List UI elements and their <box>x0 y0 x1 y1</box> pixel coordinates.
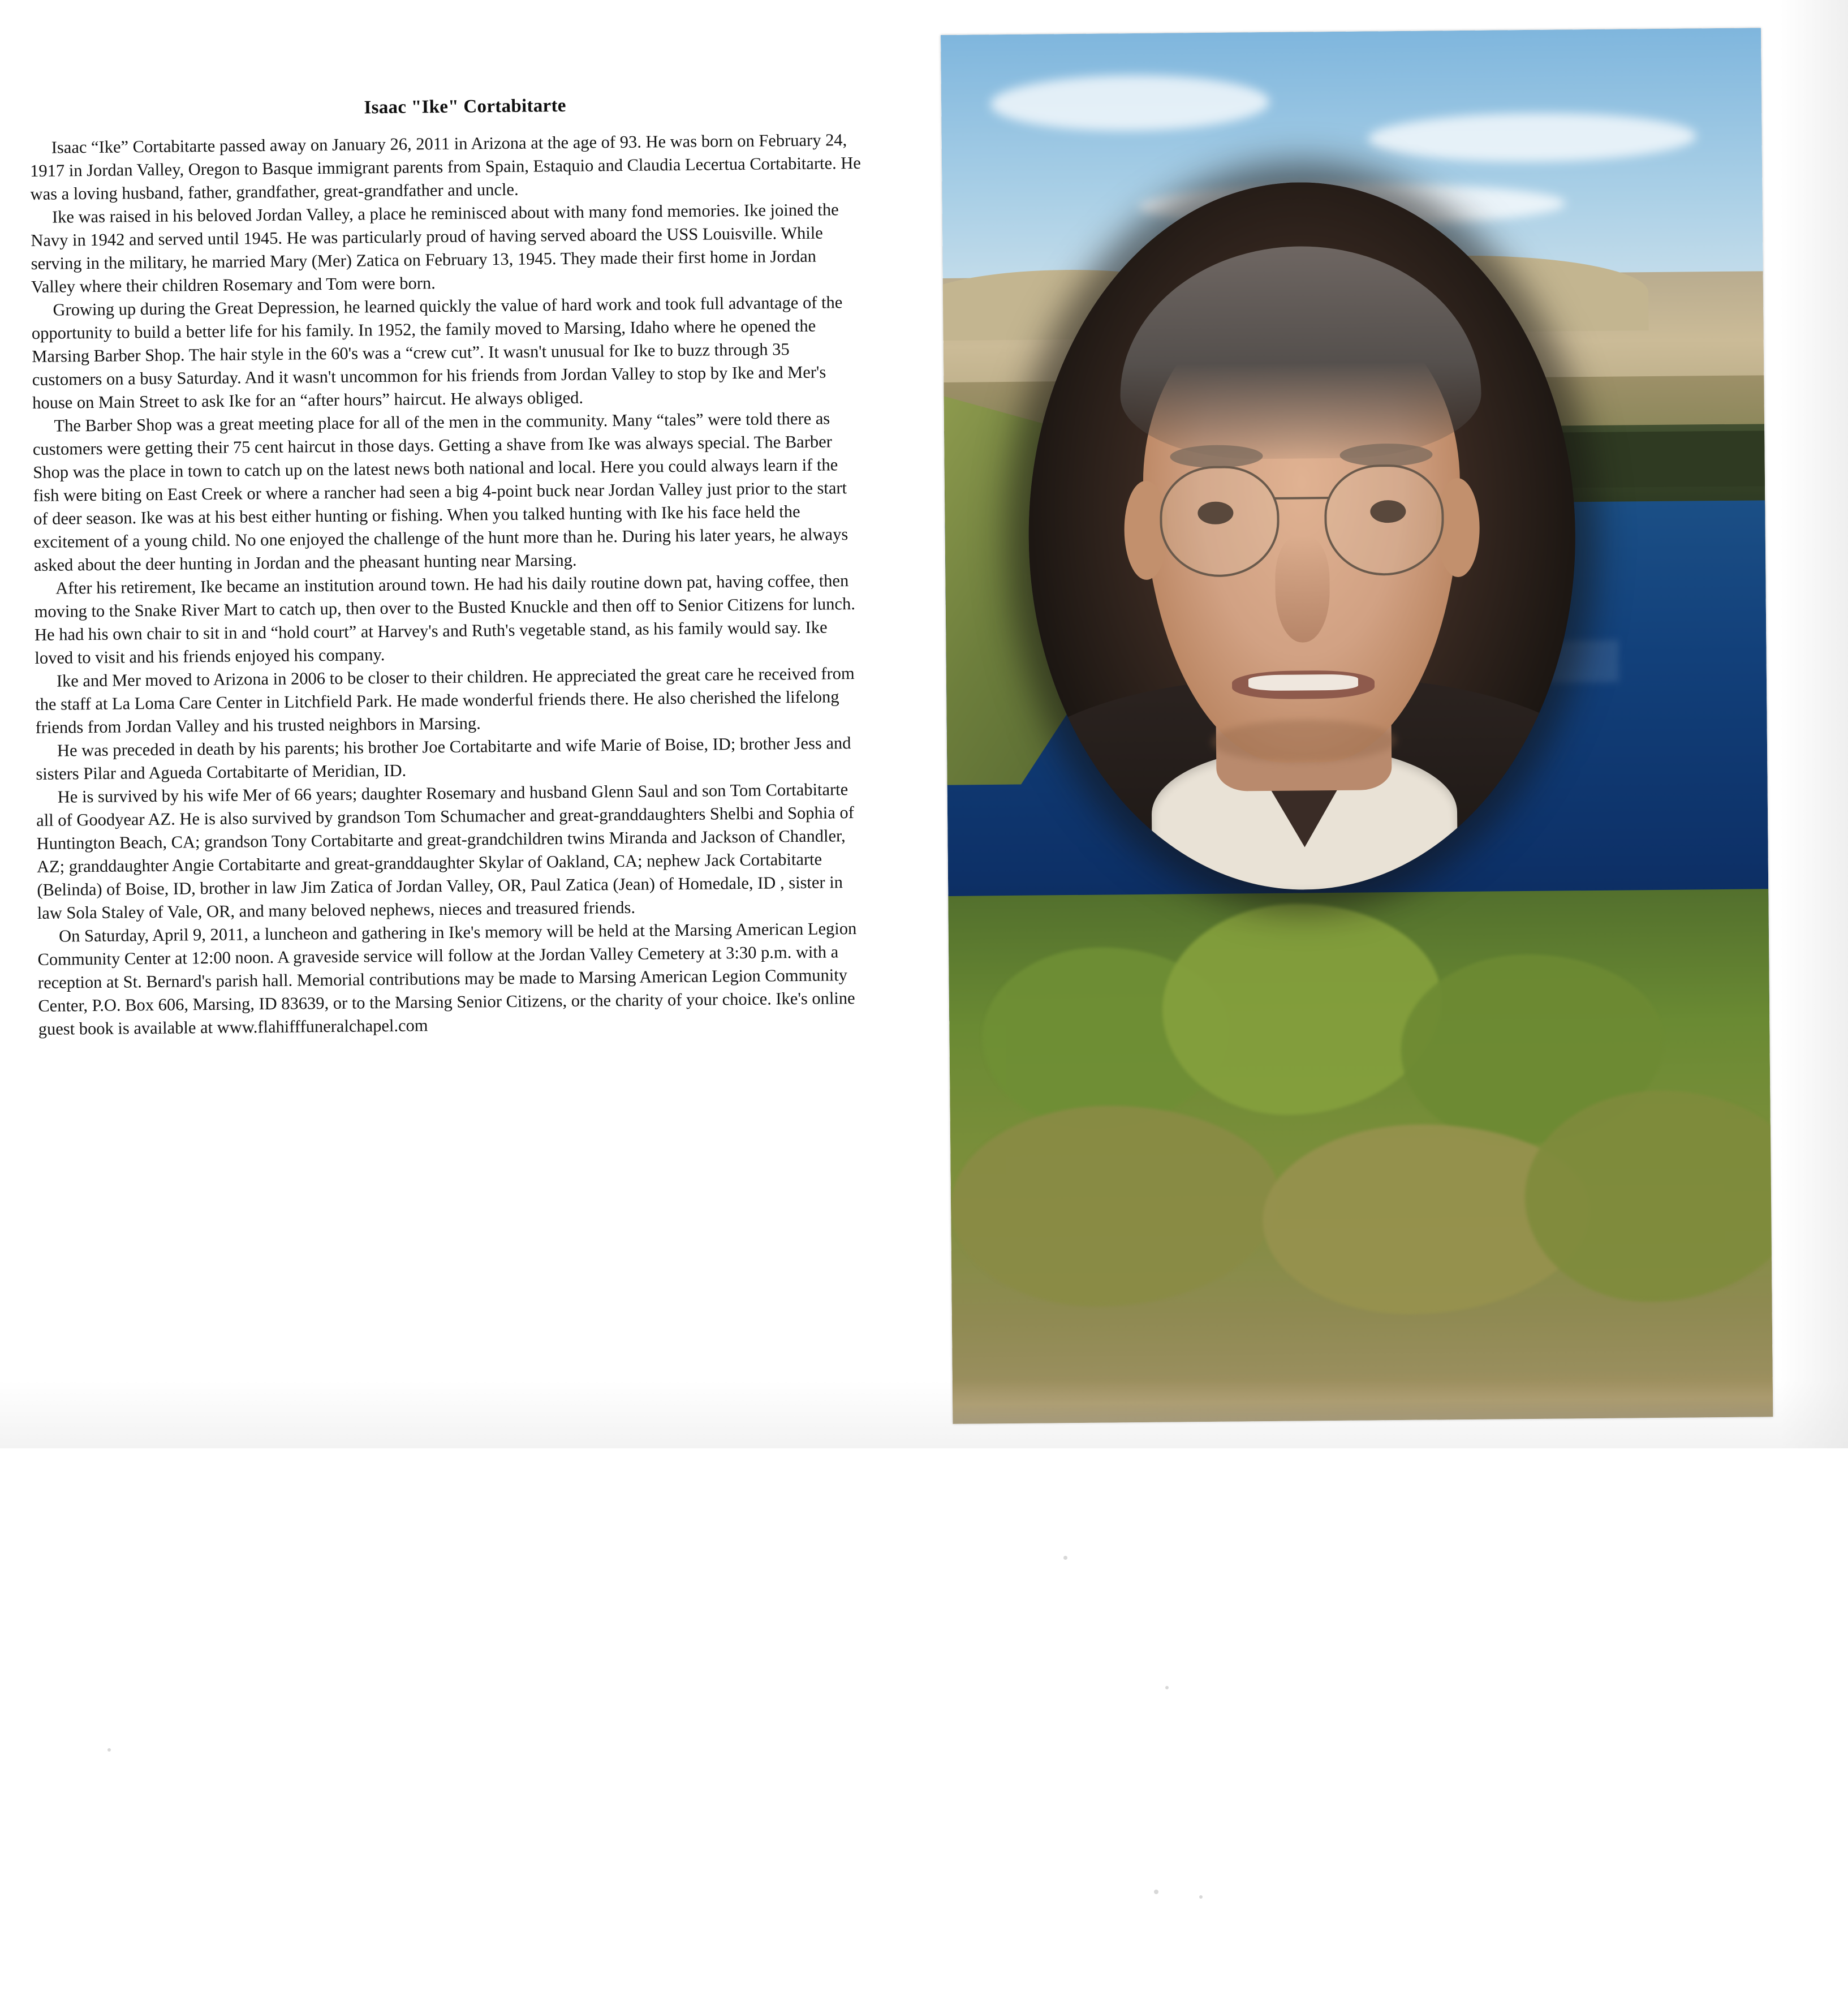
obituary-paragraph: On Saturday, April 9, 2011, a luncheon and gathering in Ike's memory will be held at the Marsing American Legion Community Center at 12:00 noon. A graveside service will follow at the Jordan Valley Cemetery at 3:30 p.m. with a reception at St. Bernard's parish hall. Memorial contributions may be made to Marsing American Legion Community Center, P.O. Box 606, Marsing, ID 83639, or to the Marsing Senior Citizens, or the charity of your choice. Ike's online guest book is available at www.flahifffuneralchapel.com <box>37 919 857 1039</box>
portrait-nose <box>1274 536 1330 642</box>
scan-edge-shadow <box>1780 0 1848 1448</box>
portrait-inset <box>1026 180 1578 892</box>
dry-ground <box>953 1369 1773 1424</box>
memorial-photograph <box>941 28 1773 1424</box>
obituary-article <box>29 93 870 1041</box>
obituary-paragraph: After his retirement, Ike became an institution around town. He had his daily routine down pat, having coffee, then moving to the Snake River Mart to catch up, then over to the Busted Knuckle and then off to Senior Citizens for lunch. He had his own chair to sit in and “hold court” at Harvey's and Ruth's vegetable stand, as his family would say. Ike loved to visit and his friends enjoyed his company. <box>34 571 856 668</box>
obituary-paragraph: Ike and Mer moved to Arizona in 2006 to be closer to their children. He appreciated the great care he received from the staff at La Loma Care Center in Litchfield Park. He made wonderful friends there. He also cherished the lifelong friends from Jordan Valley and his trusted neighbors in Marsing. <box>35 664 855 737</box>
scan-speck <box>1154 1890 1158 1894</box>
scan-speck <box>1199 1895 1203 1899</box>
obituary-paragraph: He is survived by his wife Mer of 66 years; daughter Rosemary and husband Glenn Saul and son Tom Cortabitarte all of Goodyear AZ. He is also survived by grandson Tom Schumacher and great-granddaughters Shelbi and Sophia of Huntington Beach, CA; grandson Tony Cortabitarte and great-grandchildren twins Miranda and Jackson of Chandler, AZ; granddaughter Angie Cortabitarte and great-granddaughter Skylar of Oakland, CA; nephew Jack Cortabitarte (Belinda) of Boise, ID, brother in law Jim Zatica of Jordan Valley, OR, Paul Zatica (Jean) of Homedale, ID , sister in law Sola Staley of Vale, OR, and many beloved nephews, nieces and treasured friends. <box>36 780 855 923</box>
obituary-paragraph: Isaac “Ike” Cortabitarte passed away on January 26, 2011 in Arizona at the age of 93. He was born on February 24, 1917 in Jordan Valley, Oregon to Basque immigrant parents from Spain, Estaquio and Claudia Lecertua Cortabitarte. He was a loving husband, father, grandfather, great-grandfather and uncle. <box>30 130 861 204</box>
obituary-paragraph: Growing up during the Great Depression, he learned quickly the value of hard work and took full advantage of the opportunity to build a better life for his family. In 1952, the family moved to Marsing, Idaho where he opened the Marsing Barber Shop. The hair style in the 60's was a “crew cut”. It wasn't unusual for Ike to buzz through 35 customers on a busy Saturday. And it wasn't uncommon for his friends from Jordan Valley to stop by Ike and Mer's house on Main Street to ask Ike for an “after hours” haircut. He always obliged. <box>31 292 843 412</box>
portrait-teeth <box>1248 674 1358 691</box>
brush-clump <box>1161 902 1442 1116</box>
obituary-title: Isaac "Ike" Cortabitarte <box>364 95 566 118</box>
foreground-sagebrush <box>948 889 1773 1424</box>
scan-speck <box>1063 1556 1067 1560</box>
obituary-paragraph: The Barber Shop was a great meeting place for all of the men in the community. Many “tales” were told there as customers were getting their 75 cent haircut in those days. Getting a shave from Ike was always special. The Barber Shop was the place in town to catch up on the latest news both national and local. Here you could always learn if the fish were biting on East Creek or where a rancher had seen a big 4-point buck near Jordan Valley just prior to the start of deer season. Ike was at his best either hunting or fishing. When you talked hunting with Ike his face held the excitement of a young child. No one enjoyed the challenge of the hunt more than he. During his later years, he always asked about the deer hunting in Jordan and the pheasant hunting near Marsing. <box>32 408 848 575</box>
obituary-paragraph: He was preceded in death by his parents; his brother Joe Cortabitarte and wife Marie of Boise, ID; brother Jess and sisters Pilar and Agueda Cortabitarte of Meridian, ID. <box>36 733 851 784</box>
scan-speck <box>107 1748 111 1752</box>
eyeglasses-bridge <box>1274 497 1329 500</box>
eyeglasses-icon <box>1324 464 1445 575</box>
obituary-body <box>30 128 870 1041</box>
scan-speck <box>1165 1686 1169 1689</box>
blank-page-area <box>0 1448 1848 1992</box>
obituary-paragraph: Ike was raised in his beloved Jordan Valley, a place he reminisced about with many fond memories. Ike joined the Navy in 1942 and served until 1945. He was particularly proud of having served aboard the USS Louisville. While serving in the military, he married Mary (Mer) Zatica on February 13, 1945. They made their first home in Jordan Valley where their children Rosemary and Tom were born. <box>31 200 839 296</box>
eyeglasses-icon <box>1159 466 1280 577</box>
brush-clump <box>950 1104 1280 1308</box>
